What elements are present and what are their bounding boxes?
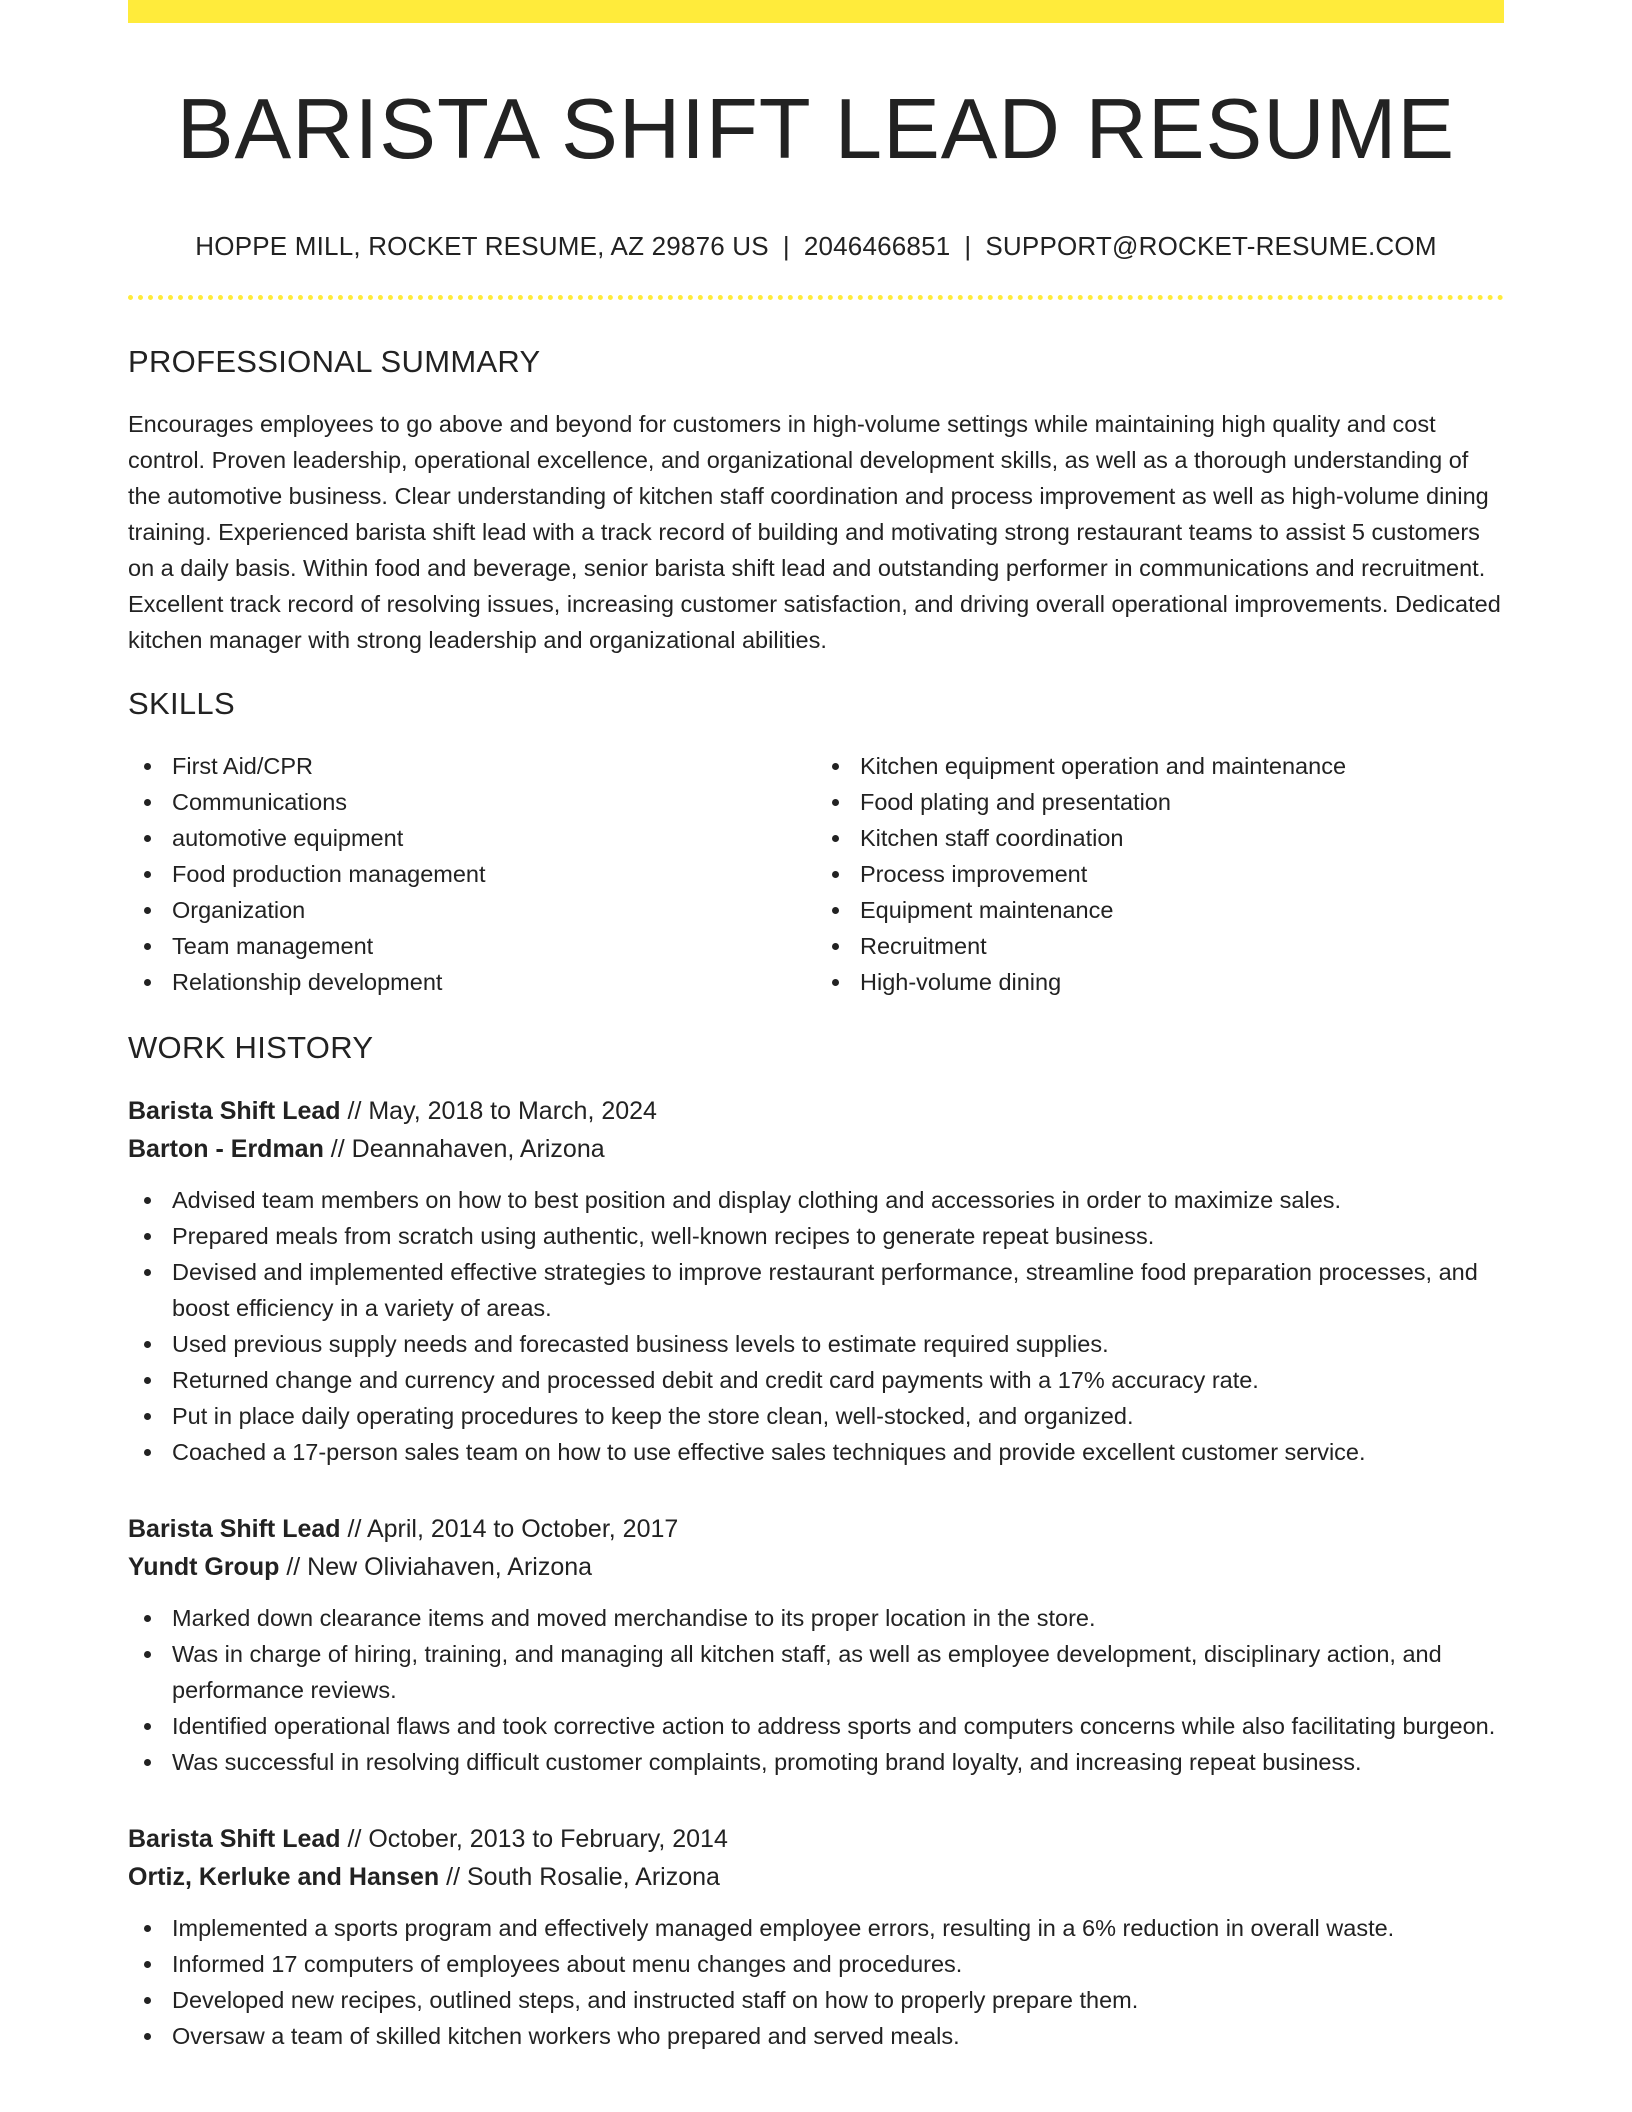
list-item (128, 1398, 1504, 1434)
bullet-icon (144, 1449, 151, 1456)
list-item-text: Put in place daily operating procedures to keep the store clean, well-stocked, and organized. (172, 1402, 1134, 1429)
list-item (128, 748, 816, 784)
accent-bar (128, 0, 1504, 23)
list-item-text: High-volume dining (860, 968, 1062, 995)
list-item (128, 1182, 1504, 1218)
job-entry (128, 1092, 1504, 1470)
list-item-text: Prepared meals from scratch using authentic, well-known recipes to generate repeat business. (172, 1222, 1155, 1249)
bullet-icon (832, 979, 839, 986)
bullet-icon (144, 1269, 151, 1276)
bullet-icon (144, 1341, 151, 1348)
list-item (816, 964, 1504, 1000)
list-item-text: automotive equipment (172, 824, 404, 851)
bullet-icon (144, 835, 151, 842)
list-item (128, 784, 816, 820)
list-item (128, 1946, 1504, 1982)
bullet-icon (144, 1233, 151, 1240)
list-item (816, 820, 1504, 856)
work-history-list (128, 1092, 1504, 2054)
job-company-line (128, 1548, 1504, 1586)
list-item-text: Used previous supply needs and forecasted business levels to estimate required supplies. (172, 1330, 1109, 1357)
bullet-icon (144, 1197, 151, 1204)
list-item (816, 784, 1504, 820)
list-item-text: Coached a 17-person sales team on how to use effective sales techniques and provide excellent customer service. (172, 1438, 1366, 1465)
list-item-text: Was successful in resolving difficult customer complaints, promoting brand loyalty, and increasing repeat business. (172, 1748, 1362, 1775)
list-item-text: First Aid/CPR (172, 752, 314, 779)
list-item-text: Identified operational flaws and took corrective action to address sports and computers concerns while also facilitating burgeon. (172, 1712, 1496, 1739)
list-item (128, 1910, 1504, 1946)
contact-address: HOPPE MILL, ROCKET RESUME, AZ 29876 US (195, 230, 769, 261)
bullet-icon (832, 835, 839, 842)
list-item-text: Organization (172, 896, 306, 923)
resume-title: BARISTA SHIFT LEAD RESUME (176, 82, 1456, 177)
job-separator: // (279, 1552, 308, 1581)
job-duties (128, 1182, 1504, 1470)
bullet-icon (832, 871, 839, 878)
job-entry (128, 1820, 1504, 2054)
list-item-text: Oversaw a team of skilled kitchen workers who prepared and served meals. (172, 2022, 960, 2049)
list-item (128, 1254, 1504, 1326)
summary-heading: PROFESSIONAL SUMMARY (128, 343, 541, 379)
job-company: Yundt Group (128, 1552, 280, 1581)
job-dates: October, 2013 to February, 2014 (368, 1824, 728, 1853)
list-item-text: Was in charge of hiring, training, and managing all kitchen staff, as well as employee development, disciplinary action, and performance reviews. (172, 1640, 1442, 1703)
bullet-icon (144, 979, 151, 986)
bullet-icon (144, 1759, 151, 1766)
bullet-icon (144, 2033, 151, 2040)
contact-separator: | (964, 230, 972, 261)
list-item (128, 964, 816, 1000)
job-title-line (128, 1820, 1504, 1858)
list-item (128, 892, 816, 928)
bullet-icon (144, 907, 151, 914)
job-title: Barista Shift Lead (128, 1096, 341, 1125)
job-title: Barista Shift Lead (128, 1824, 341, 1853)
bullet-icon (144, 1961, 151, 1968)
bullet-icon (144, 763, 151, 770)
dotted-divider (128, 295, 1504, 300)
list-item (128, 1362, 1504, 1398)
list-item-text: Kitchen equipment operation and maintenance (860, 752, 1347, 779)
list-item (128, 1326, 1504, 1362)
job-duties (128, 1600, 1504, 1780)
bullet-icon (144, 1615, 151, 1622)
job-separator: // (340, 1096, 369, 1125)
job-company-line (128, 1130, 1504, 1168)
list-item-text: Returned change and currency and processed debit and credit card payments with a 17% accuracy rate. (172, 1366, 1259, 1393)
list-item (816, 928, 1504, 964)
list-item (128, 928, 816, 964)
job-title-line (128, 1510, 1504, 1548)
job-duties (128, 1910, 1504, 2054)
bullet-icon (144, 1925, 151, 1932)
list-item (816, 892, 1504, 928)
bullet-icon (144, 943, 151, 950)
bullet-icon (144, 871, 151, 878)
list-item-text: Team management (172, 932, 374, 959)
bullet-icon (144, 1377, 151, 1384)
list-item (816, 748, 1504, 784)
skills-list (128, 748, 1504, 1000)
job-company: Barton - Erdman (128, 1134, 324, 1163)
contact-email: SUPPORT@ROCKET-RESUME.COM (985, 230, 1437, 261)
bullet-icon (832, 763, 839, 770)
list-item (128, 820, 816, 856)
list-item-text: Kitchen staff coordination (860, 824, 1124, 851)
bullet-icon (144, 799, 151, 806)
skills-heading: SKILLS (128, 685, 235, 721)
job-dates: May, 2018 to March, 2024 (368, 1096, 657, 1125)
summary-text: Encourages employees to go above and beyond for customers in high-volume settings while maintaining high quality and cost control. Proven leadership, operational excellence, and organizational development skills, as well as a thorough understanding of the automotive business. Clear understanding of kitchen staff coordination and process improvement as well as high-volume dining training. Experienced barista shift lead with a track record of building and motivating strong restaurant teams to assist 5 customers on a daily basis. Within food and beverage, senior barista shift lead and outstanding performer in communications and recruitment. Excellent track record of resolving issues, increasing customer satisfaction, and driving overall operational improvements. Dedicated kitchen manager with strong leadership and organizational abilities. (128, 410, 1501, 653)
bullet-icon (144, 1651, 151, 1658)
list-item-text: Relationship development (172, 968, 443, 995)
job-location: Deannahaven, Arizona (351, 1134, 605, 1163)
list-item (128, 1636, 1504, 1708)
job-company: Ortiz, Kerluke and Hansen (128, 1862, 440, 1891)
job-location: New Oliviahaven, Arizona (307, 1552, 593, 1581)
list-item (816, 856, 1504, 892)
list-item-text: Food plating and presentation (860, 788, 1171, 815)
bullet-icon (144, 1723, 151, 1730)
list-item-text: Devised and implemented effective strategies to improve restaurant performance, streamline food preparation processes, and boost efficiency in a variety of areas. (172, 1258, 1478, 1321)
list-item (128, 2018, 1504, 2054)
skills-column-right (816, 748, 1504, 1000)
contact-phone: 2046466851 (803, 230, 951, 261)
list-item-text: Advised team members on how to best position and display clothing and accessories in order to maximize sales. (172, 1186, 1342, 1213)
job-separator: // (340, 1514, 367, 1543)
list-item (128, 1744, 1504, 1780)
job-title: Barista Shift Lead (128, 1514, 341, 1543)
list-item (128, 1982, 1504, 2018)
list-item-text: Equipment maintenance (860, 896, 1114, 923)
list-item-text: Process improvement (860, 860, 1088, 887)
job-separator: // (439, 1862, 467, 1891)
bullet-icon (832, 907, 839, 914)
list-item-text: Informed 17 computers of employees about menu changes and procedures. (172, 1950, 963, 1977)
work-history-heading: WORK HISTORY (128, 1029, 374, 1065)
bullet-icon (144, 1997, 151, 2004)
job-dates: April, 2014 to October, 2017 (366, 1514, 679, 1543)
list-item (128, 1218, 1504, 1254)
bullet-icon (144, 1413, 151, 1420)
job-location: South Rosalie, Arizona (467, 1862, 720, 1891)
list-item-text: Communications (172, 788, 348, 815)
job-separator: // (323, 1134, 352, 1163)
job-title-line (128, 1092, 1504, 1130)
bullet-icon (832, 799, 839, 806)
list-item (128, 1434, 1504, 1470)
job-separator: // (340, 1824, 369, 1853)
list-item-text: Marked down clearance items and moved merchandise to its proper location in the store. (172, 1604, 1096, 1631)
list-item-text: Implemented a sports program and effectively managed employee errors, resulting in a 6% reduction in overall waste. (172, 1914, 1395, 1941)
contact-line (128, 231, 1504, 262)
job-company-line (128, 1858, 1504, 1896)
job-entry (128, 1510, 1504, 1780)
list-item-text: Developed new recipes, outlined steps, and instructed staff on how to properly prepare them. (172, 1986, 1139, 2013)
contact-separator: | (782, 230, 790, 261)
resume-page (128, 0, 1504, 2054)
bullet-icon (832, 943, 839, 950)
list-item-text: Food production management (172, 860, 486, 887)
skills-column-left (128, 748, 816, 1000)
list-item (128, 1708, 1504, 1744)
list-item-text: Recruitment (860, 932, 987, 959)
list-item (128, 1600, 1504, 1636)
list-item (128, 856, 816, 892)
